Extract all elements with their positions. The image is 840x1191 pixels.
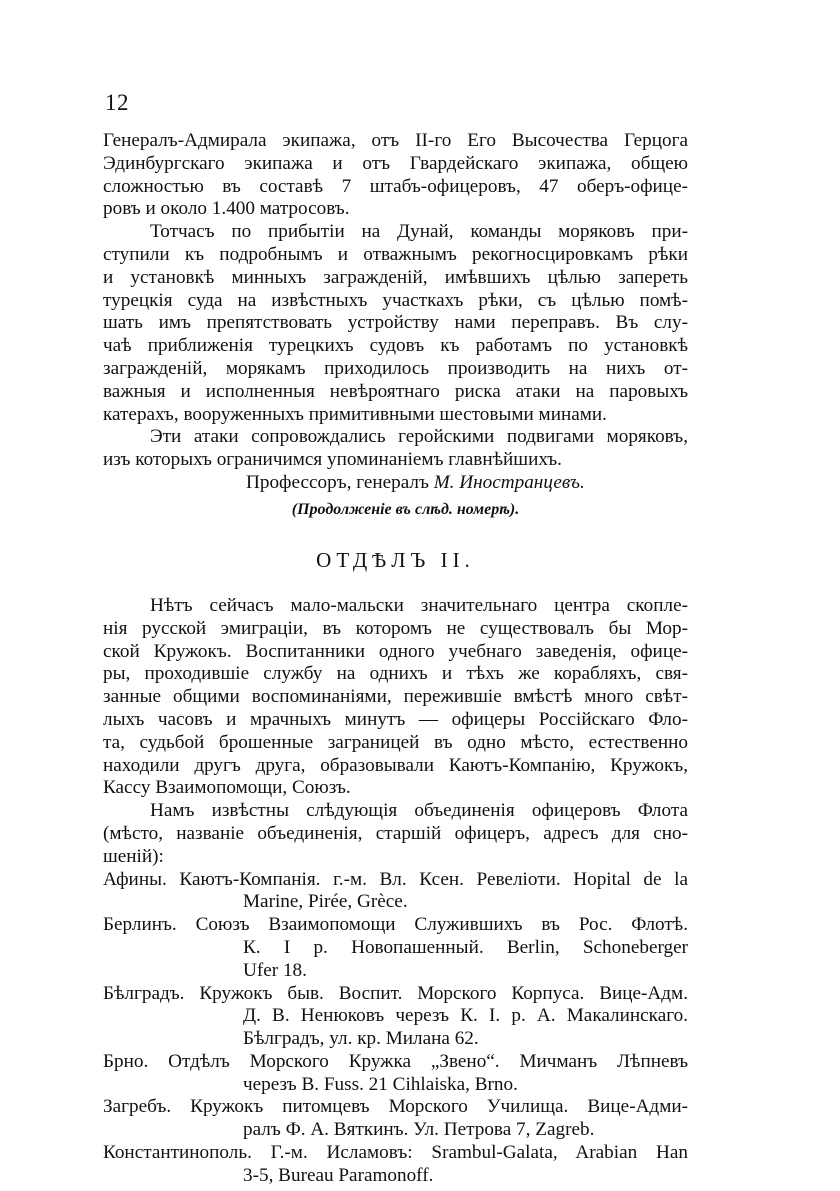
text-line: Ufer 18. [243,959,307,981]
entry-zagreb [103,1096,688,1142]
text-line: Нѣтъ сейчасъ мало-мальски значительнаго центра скопле- [150,594,688,616]
paragraph-emigration [103,595,688,800]
entry-athens [103,869,688,915]
text-line: Д. В. Ненюковъ черезъ К. I. р. А. Макалинскаго. [243,1005,688,1027]
text-line: ралъ Ф. А. Вяткинъ. Ул. Петрова 7, Zagreb. [243,1119,595,1141]
continuation-paragraph [103,130,688,221]
entry-brno [103,1051,688,1097]
text-line: Бѣлградъ, ул. кр. Милана 62. [243,1028,479,1050]
text-line: та, судьбой брошенные заграницей въ одно мѣсто, естественно [103,731,688,753]
text-line: (мѣсто, названіе объединенія, старшій офицеръ, адресъ для сно- [103,822,688,844]
text-line: Эти атаки сопровождались геройскими подвигами моряковъ, [150,426,688,448]
text-line: Загребъ. Кружокъ питомцевъ Морского Училища. Вице-Адми- [103,1096,688,1118]
author-signature [103,472,688,495]
text-line: находили другъ друга, образовывали Каютъ-Компанію, Кружокъ, [103,754,688,776]
text-line: катерахъ, вооруженныхъ примитивными шестовыми минами. [103,403,607,425]
text-line: важныя и исполненныя невѣроятнаго риска атаки на паровыхъ [103,380,688,402]
text-line: Бѣлградъ. Кружокъ быв. Воспит. Морского Корпуса. Вице-Адм. [103,982,688,1004]
entry-constantinople [103,1142,688,1188]
signature-name: М. Иностранцевъ. [433,471,585,493]
text-line: изъ которыхъ ограничимся упоминаніемъ главнѣйшихъ. [103,449,562,471]
entry-belgrade [103,983,688,1051]
text-line: ры, проходившіе службу на однихъ и тѣхъ же корабляхъ, свя- [103,663,688,685]
text-line: турецкія суда на извѣстныхъ участкахъ рѣки, съ цѣлью помѣ- [103,289,688,311]
text-line: шать имъ препятствовать устройству нами переправъ. Въ слу- [103,312,688,334]
text-line: Эдинбургскаго экипажа и отъ Гвардейскаго экипажа, общею [103,152,688,174]
text-line: Marine, Pirée, Grèce. [243,891,408,913]
paragraph-known-associations [103,800,688,868]
text-line: К. I р. Новопашенный. Berlin, Schoneberger [243,936,688,958]
text-line: ступили къ подробнымъ и отважнымъ рекогносцировкамъ рѣки [103,243,688,265]
text-line: лыхъ часовъ и мрачныхъ минутъ — офицеры Россійскаго Фло- [103,708,688,730]
text-line: Афины. Каютъ-Компанія. г.-м. Вл. Ксен. Ревеліоти. Hopital de la [103,868,688,890]
text-line: сложностью въ составѣ 7 штабъ-офицеровъ, 47 оберъ-офице- [103,175,688,197]
text-line: Кассу Взаимопомощи, Союзъ. [103,777,351,799]
page-number: 12 [105,90,129,115]
text-line: и установкѣ минныхъ загражденій, имѣвшихъ цѣлью запереть [103,266,688,288]
section-title: ОТДѢЛЪ II. [316,547,475,572]
continued-note: (Продолженіе въ слѣд. номерѣ). [291,500,520,518]
text-line: загражденій, морякамъ приходилось производить на нихъ от- [103,357,688,379]
text-line: шеній): [103,845,164,867]
paragraph-attacks [103,426,688,472]
text-line: черезъ B. Fuss. 21 Cihlaiska, Brno. [243,1073,518,1095]
paragraph-danube [103,221,688,426]
text-line: Намъ извѣстны слѣдующія объединенія офицеровъ Флота [150,800,688,822]
text-line: Брно. Отдѣлъ Морского Кружка „Звено“. Мичманъ Лѣпневъ [103,1050,688,1072]
body-text [103,130,688,1188]
text-line: нія русской эмиграціи, въ которомъ не существовалъ бы Мор- [103,617,688,639]
entry-berlin [103,914,688,982]
text-line: занные общими воспоминаніями, пережившіе вмѣстѣ много свѣт- [103,686,688,708]
text-line: ровъ и около 1.400 матросовъ. [103,198,350,220]
text-line: Тотчасъ по прибытіи на Дунай, команды моряковъ при- [150,221,688,243]
text-line: Генералъ-Адмирала экипажа, отъ II-го Его Высочества Герцога [103,130,688,151]
text-line: 3-5, Bureau Paramonoff. [243,1164,434,1186]
text-line: чаѣ приближенія турецкихъ судовъ къ работамъ по установкѣ [103,335,688,357]
signature-title: Профессоръ, генералъ [246,471,434,493]
text-line: Константинополь. Г.-м. Исламовъ: Srambul-Galata, Arabian Han [103,1142,688,1164]
text-line: Берлинъ. Союзъ Взаимопомощи Служившихъ въ Рос. Флотѣ. [103,914,688,936]
text-line: ской Кружокъ. Воспитанники одного учебнаго заведенія, офице- [103,640,688,662]
